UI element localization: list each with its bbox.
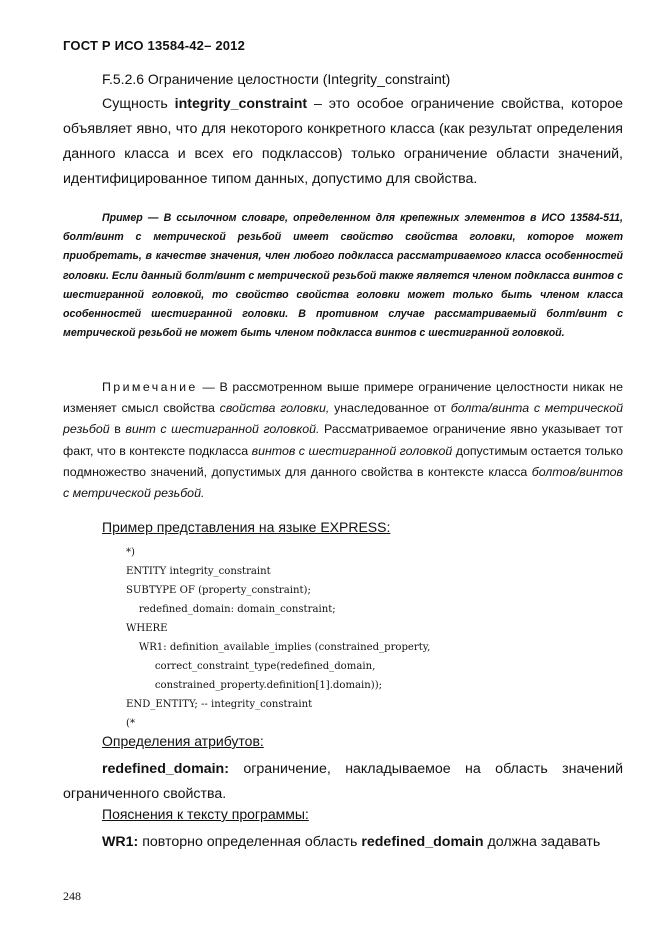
note-text-5: допустимым остается только подмножество значений, допустимых для данного свойства в контексте класса	[63, 443, 623, 479]
code-line: *)	[126, 547, 135, 558]
intro-post: – это особое ограничение свойства, которое объявляет явно, что для некоторого конкретного класса (как результат определения данного класса и всех его подклассов) только ограничение области значений, идентифицированное типом данных, допустимо для свойства.	[63, 96, 623, 187]
express-heading: Пример представления на языке EXPRESS:	[102, 519, 391, 535]
note-text-4: Рассматриваемое ограничение явно указывает тот факт, что в контексте подкласса	[63, 422, 624, 458]
note-italic-2: болта/винта с метрической резьбой	[63, 401, 623, 437]
express-code-block	[126, 543, 430, 733]
section-title: F.5.2.6 Ограничение целостности (Integrity_constraint)	[102, 71, 451, 87]
document-code: ГОСТ Р ИСО 13584-42– 2012	[63, 38, 246, 53]
intro-paragraph	[63, 92, 623, 192]
code-line: (*	[126, 718, 135, 729]
attributes-heading: Определения атрибутов:	[102, 733, 264, 749]
note-label: Примечание	[102, 380, 198, 394]
attribute-desc: ограничение, накладываемое на область значений ограниченного свойства.	[63, 761, 623, 802]
rule-label: WR1:	[102, 834, 139, 850]
note-text-1: — В рассмотренном выше примере ограничение целостности никак не изменяет смысл свойства	[63, 380, 623, 416]
rule-pre: повторно определенная область	[138, 834, 362, 850]
note-text-2: унаследованное от	[329, 401, 451, 416]
rule-term: redefined_domain	[361, 834, 484, 850]
code-line: ENTITY integrity_constraint	[126, 566, 271, 577]
intro-pre: Сущность	[102, 96, 175, 112]
attribute-definition	[63, 757, 623, 807]
note-text-3: в	[109, 422, 126, 437]
rule-explanation	[63, 830, 623, 855]
code-line: correct_constraint_type(redefined_domain,	[126, 661, 376, 672]
page-number: 248	[63, 889, 81, 903]
note-italic-5: болтов/винтов с метрической резьбой.	[63, 464, 623, 501]
code-line: WHERE	[126, 623, 168, 634]
code-line: redefined_domain: domain_constraint;	[126, 604, 336, 615]
example-paragraph: Пример — В ссылочном словаре, определенном для крепежных элементов в ИСО 13584-511, болт/винт с метрической резьбой имеет свойство свойства головки, которое может приобретать, в качестве значения, член любого подкласса рассматриваемого класса особенностей головки. Если данный болт/винт с метрической резьбой также является членом подкласса винтов с шестигранной головкой, то свойство свойства головки может только быть членом класса особенностей шестигранной головки. В противном случае рассматриваемый болт/винт с метрической резьбой не может быть членом подкласса винтов с шестигранной головкой.	[63, 212, 623, 340]
code-line: WR1: definition_available_implies (constrained_property,	[126, 642, 431, 653]
code-line: END_ENTITY; -- integrity_constraint	[126, 699, 313, 710]
rule-post: должна задавать	[483, 834, 601, 850]
note-italic-3: винт с шестигранной головкой.	[125, 422, 320, 437]
code-line: constrained_property.definition[1].domain));	[126, 680, 383, 691]
code-line: SUBTYPE OF (property_constraint);	[126, 585, 311, 596]
explanations-heading: Пояснения к тексту программы:	[102, 806, 309, 822]
intro-term: integrity_constraint	[174, 96, 308, 112]
note-paragraph	[63, 377, 623, 504]
attribute-term: redefined_domain:	[102, 761, 229, 777]
note-italic-4: винтов с шестигранной головкой	[251, 443, 453, 458]
note-italic-1: свойства головки,	[219, 401, 330, 416]
